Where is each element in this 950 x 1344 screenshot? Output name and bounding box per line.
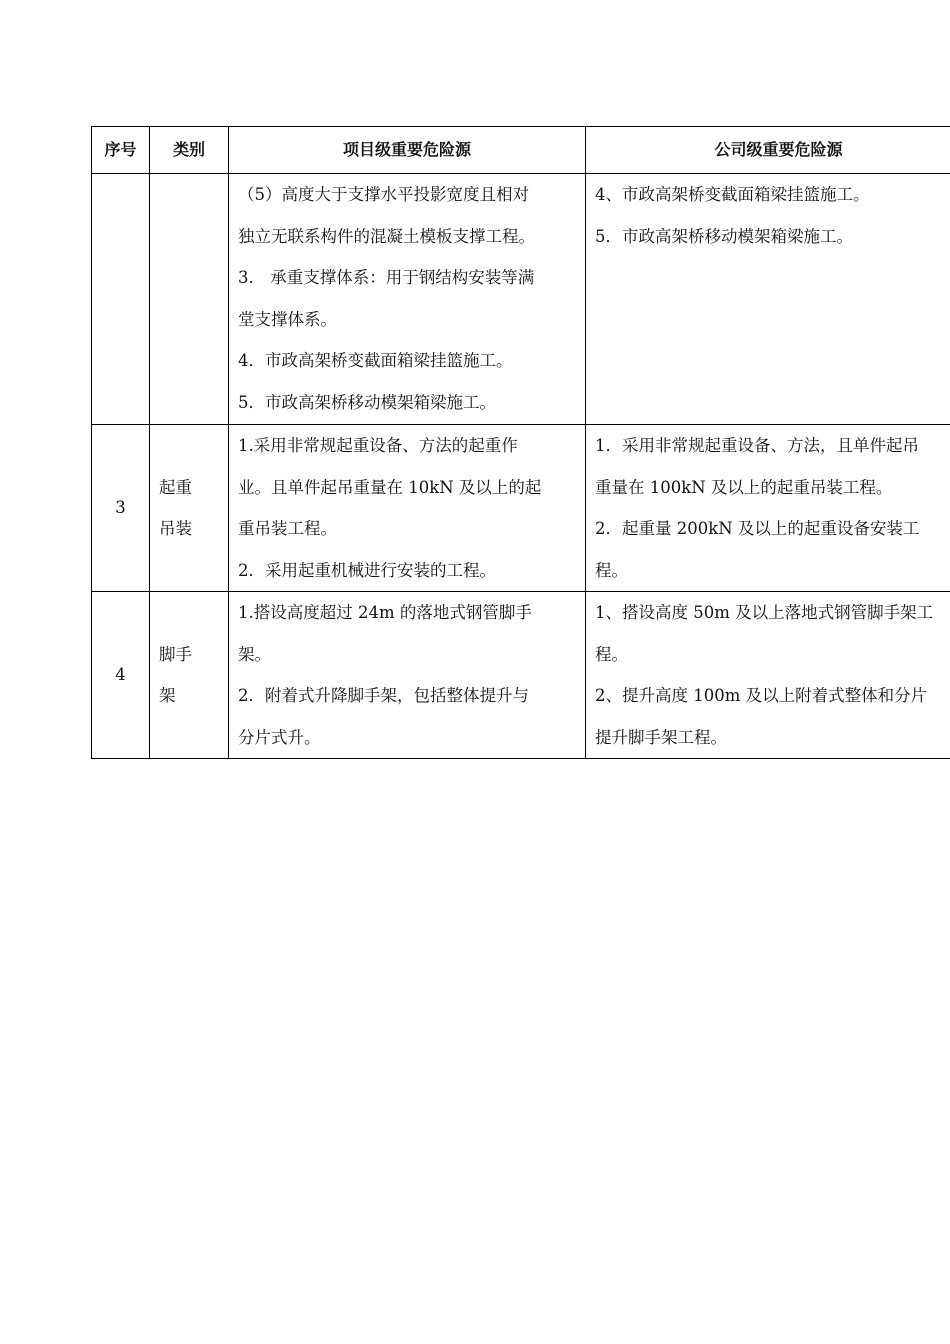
header-no: 序号 bbox=[92, 127, 150, 174]
text-line: 1．采用非常规起重设备、方法，且单件起吊 bbox=[595, 436, 919, 455]
row-no: 3 bbox=[92, 425, 150, 592]
text-line: 5．市政高架桥移动模架箱梁施工。 bbox=[238, 392, 496, 412]
row-category: 脚手架 bbox=[150, 592, 229, 759]
text-line: 重吊装工程。 bbox=[238, 519, 337, 538]
row-company-hazards bbox=[586, 592, 950, 759]
text-line: 架。 bbox=[238, 644, 271, 664]
table-row bbox=[92, 592, 950, 759]
hazard-source-table bbox=[91, 126, 950, 759]
header-company-level: 公司级重要危险源 bbox=[586, 127, 950, 174]
row-project-hazards bbox=[229, 592, 586, 759]
text-line: 5．市政高架桥移动模架箱梁施工。 bbox=[595, 226, 853, 246]
text-line: 程。 bbox=[595, 560, 628, 580]
text-line: 2．附着式升降脚手架，包括整体提升与 bbox=[238, 686, 529, 705]
row-no bbox=[92, 174, 150, 425]
text-line: 1.搭设高度超过 24m 的落地式钢管脚手 bbox=[238, 603, 532, 622]
text-line: 堂支撑体系。 bbox=[238, 309, 337, 329]
row-company-hazards bbox=[586, 174, 950, 425]
table-row bbox=[92, 425, 950, 592]
text-line: 4．市政高架桥变截面箱梁挂篮施工。 bbox=[238, 351, 513, 370]
text-line: 提升脚手架工程。 bbox=[595, 727, 727, 747]
row-category: 起重吊装 bbox=[150, 425, 229, 592]
table-header-row bbox=[92, 127, 950, 174]
text-line: 3. 承重支撑体系：用于钢结构安装等满 bbox=[238, 268, 535, 287]
text-line: 2．采用起重机械进行安装的工程。 bbox=[238, 560, 496, 580]
text-line: 程。 bbox=[595, 644, 628, 664]
text-line: 重量在 100kN 及以上的起重吊装工程。 bbox=[595, 477, 893, 497]
text-line: 独立无联系构件的混凝土模板支撑工程。 bbox=[238, 226, 535, 246]
text-line: 1、搭设高度 50m 及以上落地式钢管脚手架工 bbox=[595, 603, 934, 622]
text-line: 1.采用非常规起重设备、方法的起重作 bbox=[238, 436, 518, 455]
header-category: 类别 bbox=[150, 127, 229, 174]
text-line: （5）高度大于支撑水平投影宽度且相对 bbox=[238, 185, 529, 204]
row-no: 4 bbox=[92, 592, 150, 759]
text-line: 2．起重量 200kN 及以上的起重设备安装工 bbox=[595, 519, 920, 538]
text-line: 业。且单件起吊重量在 10kN 及以上的起 bbox=[238, 477, 542, 497]
row-category bbox=[150, 174, 229, 425]
row-project-hazards bbox=[229, 425, 586, 592]
row-company-hazards bbox=[586, 425, 950, 592]
table-row bbox=[92, 174, 950, 425]
row-project-hazards bbox=[229, 174, 586, 425]
header-project-level: 项目级重要危险源 bbox=[229, 127, 586, 174]
text-line: 2、提升高度 100m 及以上附着式整体和分片 bbox=[595, 686, 928, 705]
text-line: 4、市政高架桥变截面箱梁挂篮施工。 bbox=[595, 185, 870, 204]
text-line: 分片式升。 bbox=[238, 727, 321, 747]
